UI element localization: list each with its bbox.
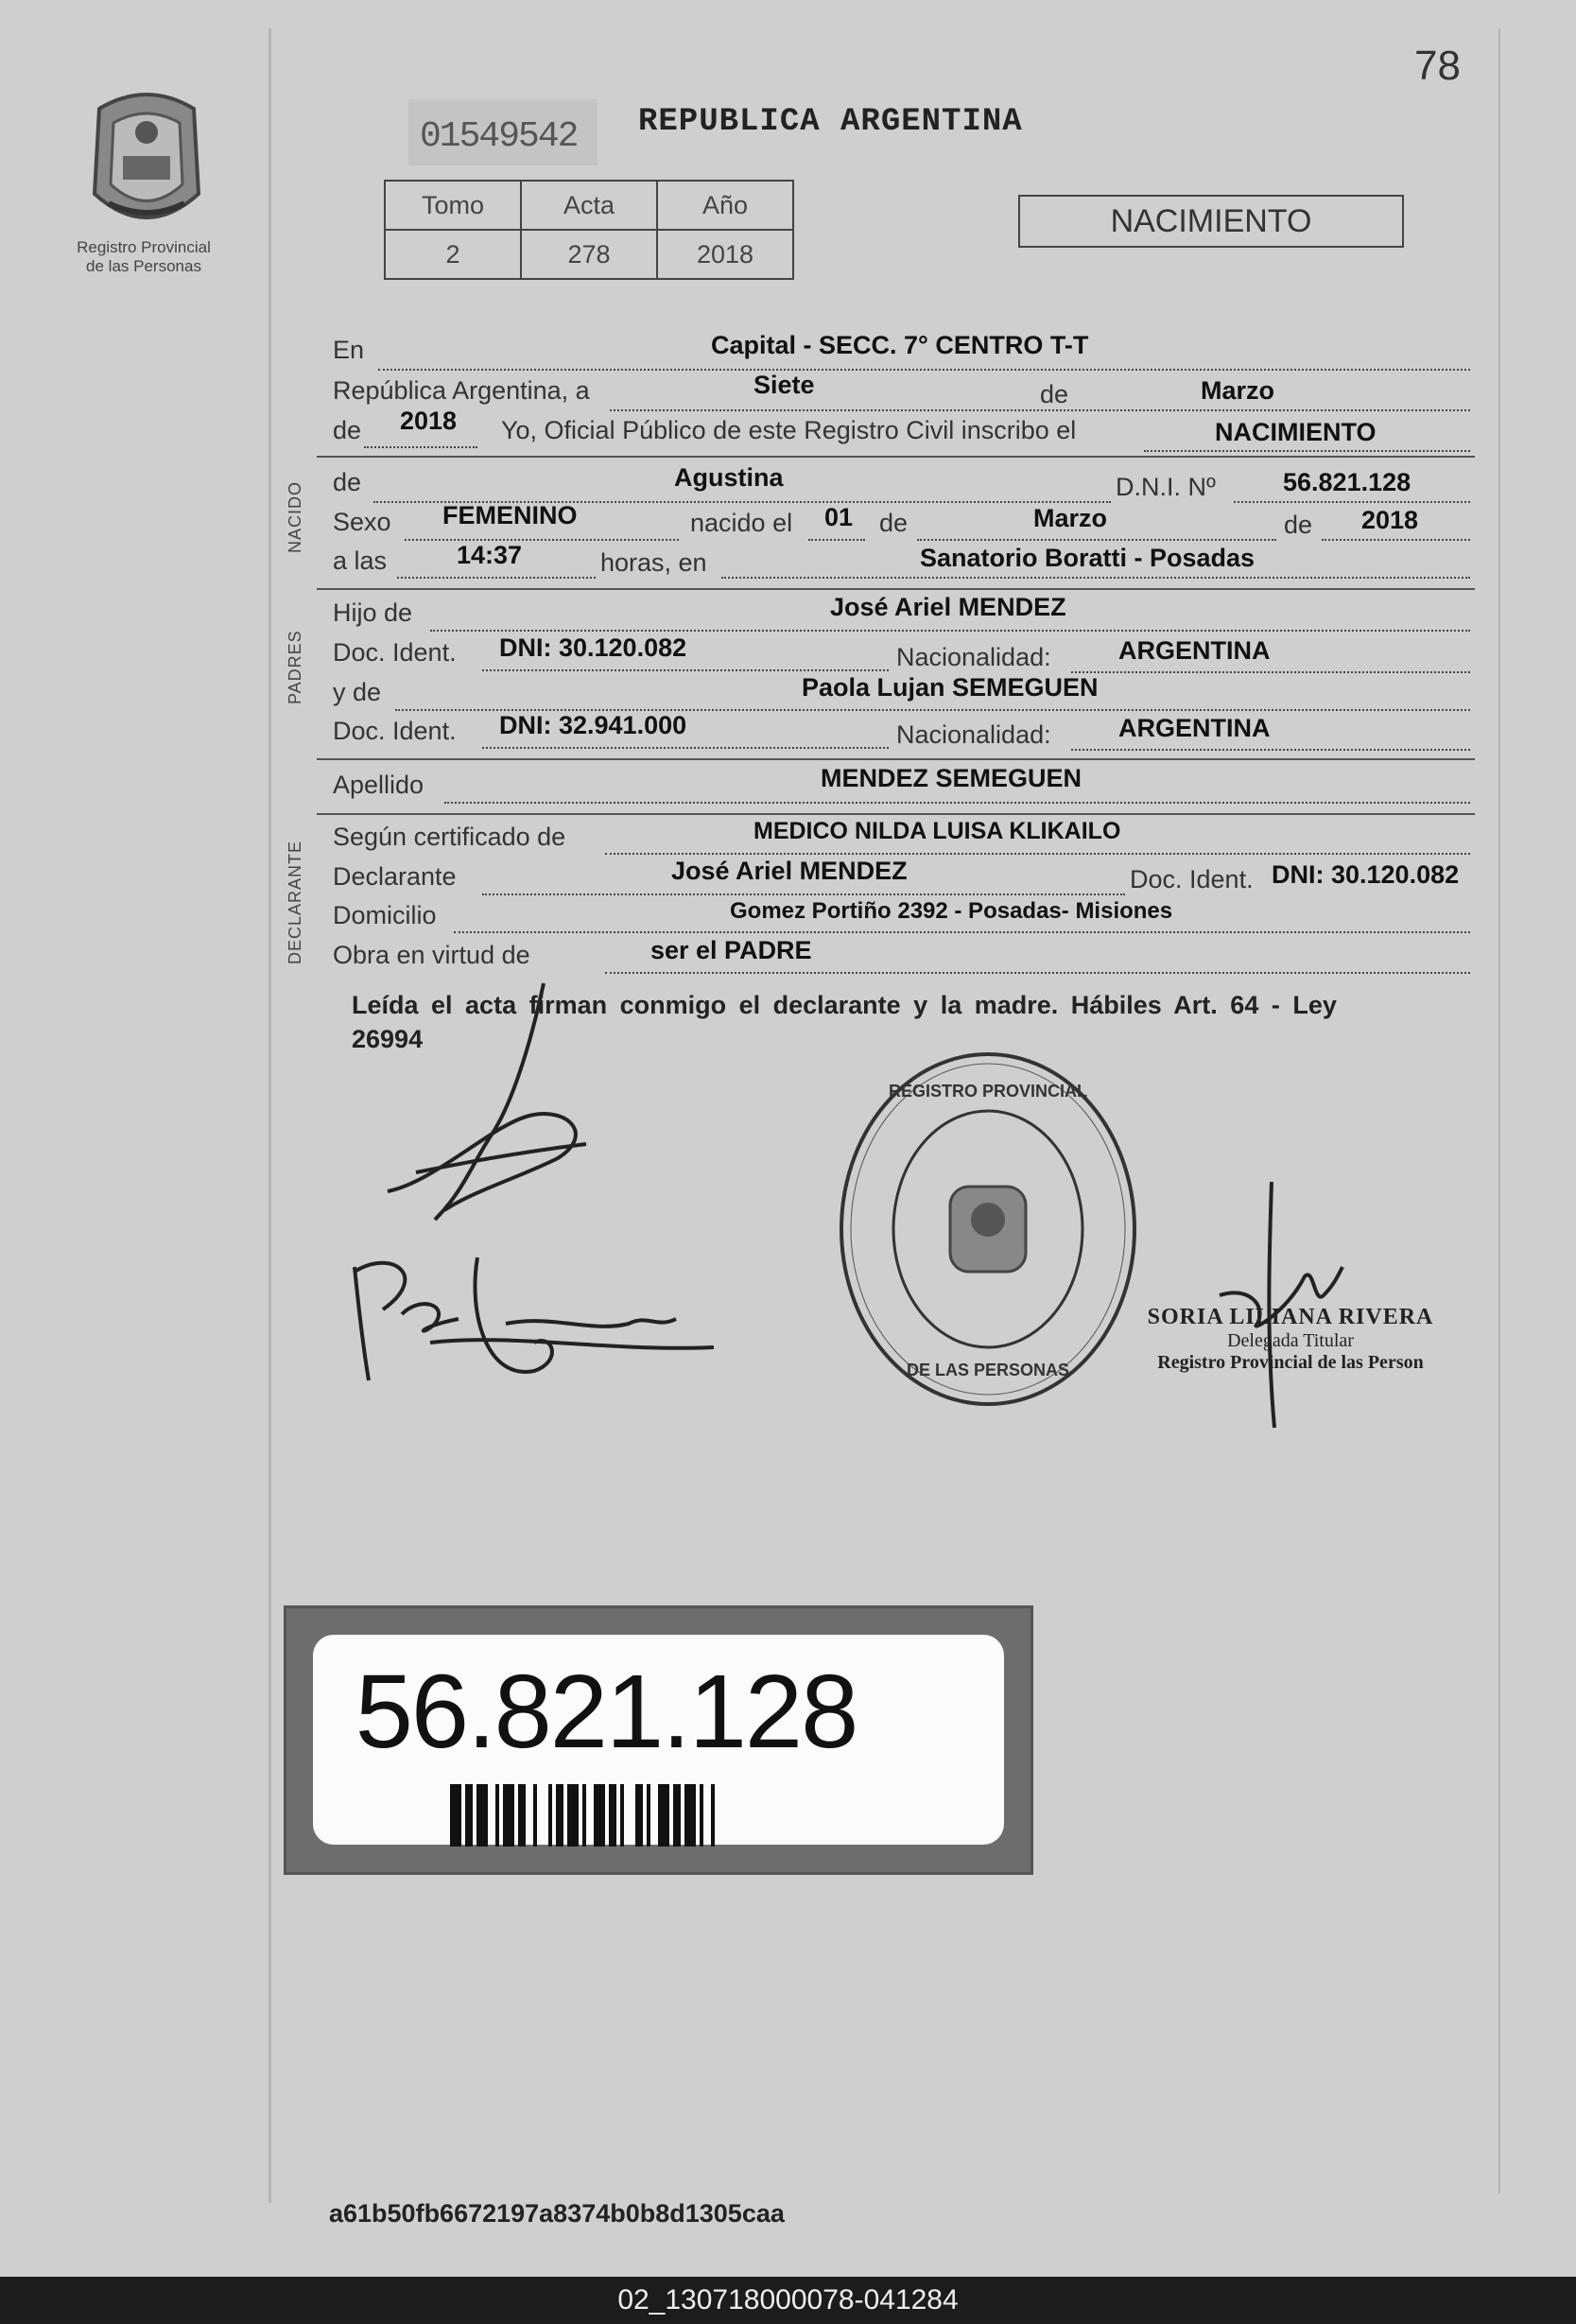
registry-value-acta: 278 [521, 230, 657, 279]
republica-label: República Argentina, a [333, 376, 590, 405]
registry-table [384, 180, 794, 280]
en-value: Capital - SECC. 7° CENTRO T-T [711, 331, 1089, 359]
de-label: de [1040, 380, 1069, 408]
place-value: Sanatorio Boratti - Posadas [920, 544, 1256, 572]
domicilio-value: Gomez Portiño 2392 - Posadas- Misiones [730, 898, 1173, 924]
section-divider [317, 588, 1475, 590]
segun-value: MEDICO NILDA LUISA KLIKAILO [753, 818, 1121, 844]
logo-caption-line1: Registro Provincial [77, 238, 211, 256]
apellido-label: Apellido [333, 771, 424, 799]
dni-barcode-label [284, 1605, 1033, 1875]
certificate-type: NACIMIENTO [1018, 195, 1404, 248]
closing-line2: 26994 [352, 1025, 424, 1053]
registry-header-tomo: Tomo [385, 181, 521, 230]
birth-year-value: 2018 [1361, 506, 1419, 534]
official-block [1116, 1305, 1465, 1374]
father-doc-value: DNI: 30.120.082 [499, 633, 687, 662]
obra-value: ser el PADRE [650, 936, 812, 964]
barcode-icon [450, 1784, 904, 1847]
father-nationality-value: ARGENTINA [1118, 636, 1271, 665]
dni-label: D.N.I. Nº [1116, 473, 1216, 501]
en-label: En [333, 336, 365, 364]
nacionalidad-label: Nacionalidad: [896, 720, 1051, 749]
logo-caption-line2: de las Personas [86, 257, 201, 275]
country-title: REPUBLICA ARGENTINA [638, 104, 1023, 140]
section-divider [317, 758, 1475, 760]
dni-badge-number: 56.821.128 [355, 1654, 857, 1770]
father-value: José Ariel MENDEZ [830, 593, 1066, 621]
official-name: SORIA LILIANA RIVERA [1147, 1305, 1434, 1329]
left-margin-line [268, 28, 271, 2203]
registry-value-anio: 2018 [657, 230, 793, 279]
sexo-label: Sexo [333, 508, 391, 536]
horas-label: horas, en [600, 548, 707, 577]
mother-value: Paola Lujan SEMEGUEN [802, 673, 1099, 702]
serial-number: 01549542 [408, 99, 597, 165]
name-value: Agustina [674, 463, 784, 492]
doc-label: Doc. Ident. [333, 638, 457, 667]
declarante-value: José Ariel MENDEZ [671, 857, 908, 885]
svg-text:REGISTRO PROVINCIAL: REGISTRO PROVINCIAL [888, 1082, 1088, 1101]
official-office: Registro Provincial de las Person [1157, 1352, 1424, 1373]
registry-logo-icon [71, 80, 222, 241]
domicilio-label: Domicilio [333, 901, 437, 929]
inscribo-value: NACIMIENTO [1215, 418, 1377, 446]
declarant-signature-icon [378, 974, 624, 1239]
registry-header-anio: Año [657, 181, 793, 230]
official-title: Delegada Titular [1227, 1330, 1354, 1351]
mother-nationality-value: ARGENTINA [1118, 714, 1271, 742]
doc-label: Doc. Ident. [1130, 865, 1254, 893]
nacido-el-label: nacido el [690, 509, 793, 537]
year-value: 2018 [400, 407, 458, 435]
birth-month-value: Marzo [1033, 504, 1108, 532]
mother-signature-icon [345, 1239, 723, 1399]
a-las-label: a las [333, 546, 388, 575]
y-de-label: y de [333, 678, 382, 706]
doc-label: Doc. Ident. [333, 717, 457, 745]
day-value: Siete [753, 371, 815, 399]
right-margin-line [1498, 28, 1500, 2194]
footer-bar [0, 2277, 1576, 2324]
month-value: Marzo [1201, 376, 1275, 405]
de-label: de [1284, 511, 1313, 539]
hijo-label: Hijo de [333, 598, 413, 627]
dni-value: 56.821.128 [1283, 468, 1411, 496]
de-label: de [333, 468, 362, 496]
logo-caption [49, 238, 238, 276]
nacionalidad-label: Nacionalidad: [896, 643, 1051, 671]
declarante-label: Declarante [333, 862, 457, 891]
footer-id: 02_130718000078-041284 [617, 2284, 959, 2315]
svg-text:DE LAS PERSONAS: DE LAS PERSONAS [906, 1361, 1070, 1379]
sexo-value: FEMENINO [442, 501, 578, 529]
de-label: de [879, 509, 909, 537]
document-hash: a61b50fb6672197a8374b0b8d1305caa [329, 2199, 785, 2228]
de2-label: de [333, 416, 362, 444]
segun-label: Según certificado de [333, 823, 566, 851]
registry-header-acta: Acta [521, 181, 657, 230]
page-number: 78 [1414, 43, 1461, 89]
official-seal-icon [832, 1040, 1144, 1418]
declarante-side-label: DECLARANTE [286, 840, 304, 964]
nacido-side-label: NACIDO [286, 480, 304, 553]
closing-line1: Leída el acta firman conmigo el declarante y la madre. Hábiles Art. 64 - Ley [352, 991, 1337, 1019]
obra-label: Obra en virtud de [333, 941, 530, 969]
declarante-doc-value: DNI: 30.120.082 [1272, 860, 1460, 889]
mother-doc-value: DNI: 32.941.000 [499, 711, 687, 739]
padres-side-label: PADRES [286, 630, 304, 704]
apellido-value: MENDEZ SEMEGUEN [821, 764, 1082, 792]
section-divider [317, 456, 1475, 458]
section-divider [317, 813, 1475, 815]
time-value: 14:37 [457, 541, 523, 569]
inscribo-label: Yo, Oficial Público de este Registro Civil inscribo el [501, 416, 1077, 444]
registry-value-tomo: 2 [385, 230, 521, 279]
birth-day-value: 01 [824, 503, 854, 531]
